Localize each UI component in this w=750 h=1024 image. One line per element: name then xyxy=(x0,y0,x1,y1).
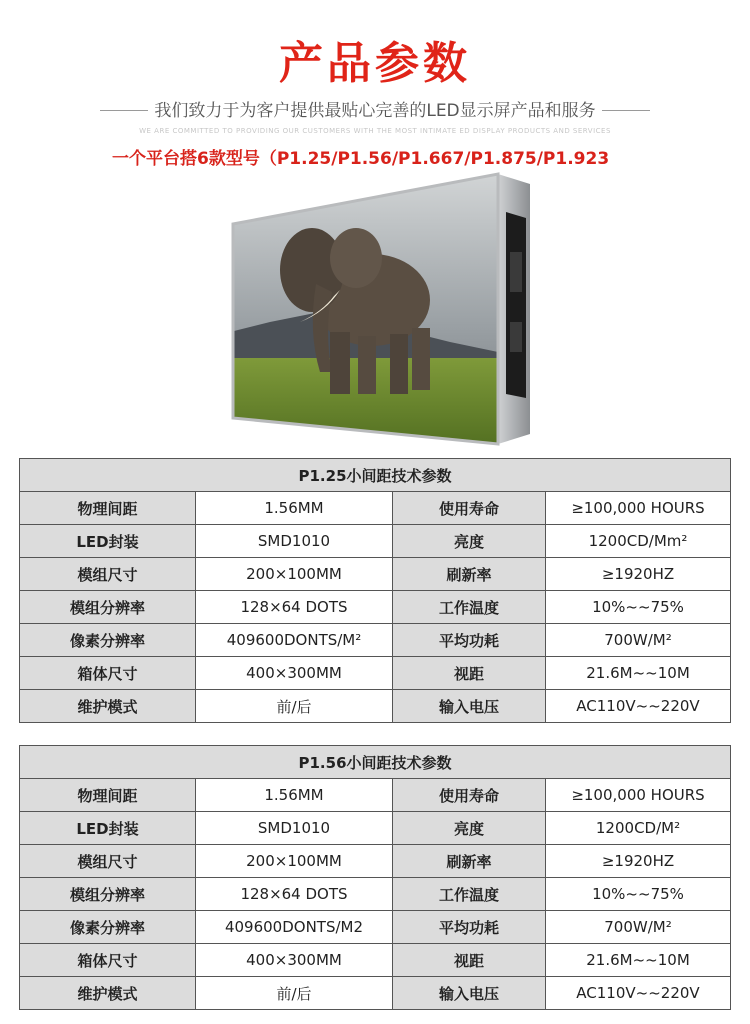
spec-table-title: P1.56小间距技术参数 xyxy=(20,746,731,779)
spec-label: 维护模式 xyxy=(20,977,196,1010)
spec-value: 200×100MM xyxy=(196,845,393,878)
spec-label: 模组尺寸 xyxy=(20,558,196,591)
spec-value: 409600DONTS/M2 xyxy=(196,911,393,944)
cabinet-handle xyxy=(506,212,526,398)
spec-value: 200×100MM xyxy=(196,558,393,591)
subtitle-block xyxy=(100,98,650,124)
spec-label: 使用寿命 xyxy=(393,779,546,812)
spec-value: AC110V~~220V xyxy=(546,977,731,1010)
table-row xyxy=(20,558,731,591)
spec-label: 亮度 xyxy=(393,525,546,558)
table-row xyxy=(20,845,731,878)
spec-label: 视距 xyxy=(393,657,546,690)
subtitle-english: WE ARE COMMITTED TO PROVIDING OUR CUSTOMERS WITH THE MOST INTIMATE ED DISPLAY PRODUCTS AND SERVICES xyxy=(139,127,611,135)
spec-value: 1.56MM xyxy=(196,779,393,812)
spec-value: 1200CD/M² xyxy=(546,812,731,845)
spec-value: 21.6M~~10M xyxy=(546,944,731,977)
spec-label: LED封装 xyxy=(20,525,196,558)
spec-value: AC110V~~220V xyxy=(546,690,731,723)
spec-label: 箱体尺寸 xyxy=(20,657,196,690)
spec-value: 1.56MM xyxy=(196,492,393,525)
table-row xyxy=(20,690,731,723)
table-row xyxy=(20,944,731,977)
spec-value: 700W/M² xyxy=(546,624,731,657)
spec-label: 刷新率 xyxy=(393,845,546,878)
spec-value: ≥1920HZ xyxy=(546,845,731,878)
spec-label: 模组分辨率 xyxy=(20,591,196,624)
spec-label: 物理间距 xyxy=(20,492,196,525)
spec-label: 刷新率 xyxy=(393,558,546,591)
subtitle-text: 我们致力于为客户提供最贴心完善的LED显示屏产品和服务 xyxy=(148,101,601,121)
spec-value: ≥100,000 HOURS xyxy=(546,779,731,812)
spec-value: 10%~~75% xyxy=(546,878,731,911)
spec-label: 模组分辨率 xyxy=(20,878,196,911)
table-row xyxy=(20,977,731,1010)
spec-value: 400×300MM xyxy=(196,657,393,690)
spec-value: 前/后 xyxy=(196,977,393,1010)
spec-label: 像素分辨率 xyxy=(20,911,196,944)
spec-table-title: P1.25小间距技术参数 xyxy=(20,459,731,492)
spec-label: 亮度 xyxy=(393,812,546,845)
spec-value: 21.6M~~10M xyxy=(546,657,731,690)
spec-label: 使用寿命 xyxy=(393,492,546,525)
spec-label: 平均功耗 xyxy=(393,624,546,657)
spec-label: 箱体尺寸 xyxy=(20,944,196,977)
table-row xyxy=(20,657,731,690)
table-row xyxy=(20,525,731,558)
spec-label: 输入电压 xyxy=(393,977,546,1010)
spec-label: LED封装 xyxy=(20,812,196,845)
table-row xyxy=(20,878,731,911)
table-row xyxy=(20,779,731,812)
spec-value: 10%~~75% xyxy=(546,591,731,624)
spec-value: 1200CD/Mm² xyxy=(546,525,731,558)
spec-value: SMD1010 xyxy=(196,525,393,558)
table-row xyxy=(20,624,731,657)
spec-label: 工作温度 xyxy=(393,591,546,624)
spec-value: SMD1010 xyxy=(196,812,393,845)
model-list: 一个平台搭6款型号（P1.25/P1.56/P1.667/P1.875/P1.923 xyxy=(112,149,610,169)
spec-label: 平均功耗 xyxy=(393,911,546,944)
spec-label: 工作温度 xyxy=(393,878,546,911)
spec-value: 400×300MM xyxy=(196,944,393,977)
page-title: 产品参数 xyxy=(279,38,471,89)
spec-value: ≥1920HZ xyxy=(546,558,731,591)
product-image xyxy=(230,172,530,464)
spec-value: ≥100,000 HOURS xyxy=(546,492,731,525)
spec-value: 409600DONTS/M² xyxy=(196,624,393,657)
spec-label: 像素分辨率 xyxy=(20,624,196,657)
spec-table-p125 xyxy=(19,458,731,723)
spec-label: 输入电压 xyxy=(393,690,546,723)
spec-value: 前/后 xyxy=(196,690,393,723)
spec-table-p156 xyxy=(19,745,731,1010)
spec-value: 128×64 DOTS xyxy=(196,591,393,624)
table-row xyxy=(20,911,731,944)
spec-label: 视距 xyxy=(393,944,546,977)
spec-value: 128×64 DOTS xyxy=(196,878,393,911)
spec-label: 维护模式 xyxy=(20,690,196,723)
table-row xyxy=(20,591,731,624)
spec-label: 物理间距 xyxy=(20,779,196,812)
spec-label: 模组尺寸 xyxy=(20,845,196,878)
table-row xyxy=(20,492,731,525)
spec-value: 700W/M² xyxy=(546,911,731,944)
table-row xyxy=(20,812,731,845)
screen-picture xyxy=(230,172,500,458)
